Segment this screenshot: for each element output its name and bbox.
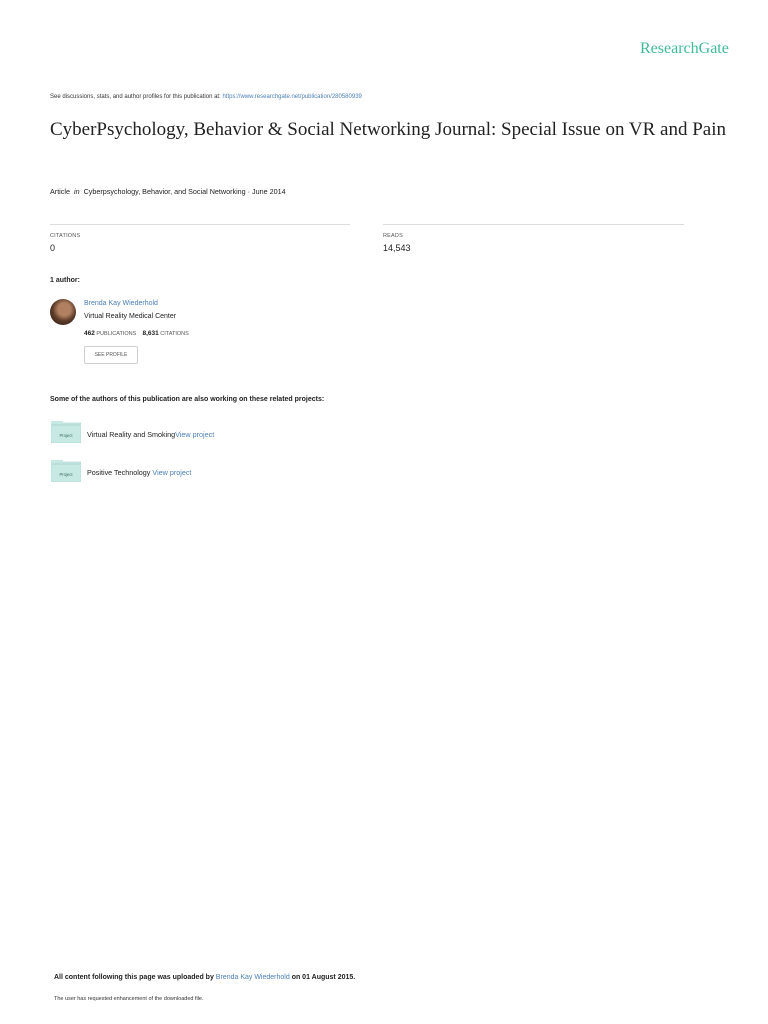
author-institution: Virtual Reality Medical Center <box>84 313 177 320</box>
upload-suffix: on 01 August 2015. <box>291 974 356 981</box>
publication-type: Article <box>50 187 70 196</box>
project-folder-icon <box>51 460 81 482</box>
uploader-link[interactable]: Brenda Kay Wiederhold <box>215 974 290 981</box>
researchgate-logo[interactable]: ResearchGate <box>640 40 729 57</box>
in-word: in <box>73 187 80 196</box>
upload-notice <box>54 974 355 981</box>
author-avatar[interactable] <box>50 299 76 325</box>
projects-heading: Some of the authors of this publication are also working on these related projects: <box>50 396 325 403</box>
publication-meta <box>50 187 286 196</box>
enhancement-note: The user has requested enhancement of the downloaded file. <box>54 996 204 1002</box>
reads-value: 14,543 <box>383 243 411 253</box>
journal-date: Cyberpsychology, Behavior, and Social Networking · June 2014 <box>83 187 286 196</box>
author-publications-label: PUBLICATIONS <box>96 331 137 337</box>
project-icon <box>51 421 81 448</box>
author-name-link[interactable]: Brenda Kay Wiederhold <box>84 300 158 307</box>
view-project-link[interactable]: View project <box>152 468 192 477</box>
publication-title: CyberPsychology, Behavior & Social Networking Journal: Special Issue on VR and Pain <box>50 119 726 140</box>
project-icon-label: Project <box>59 433 73 438</box>
citations-value: 0 <box>50 243 56 253</box>
citations-divider <box>50 224 350 225</box>
project-item <box>87 430 214 439</box>
upload-prefix: All content following this page was uploaded by <box>54 974 214 981</box>
author-citations-count: 8,631 <box>142 330 159 337</box>
author-publications-count: 462 <box>84 330 95 337</box>
view-project-link[interactable]: View project <box>175 430 215 439</box>
author-stats <box>84 330 189 337</box>
discussion-text: See discussions, stats, and author profiles for this publication at: <box>50 94 223 100</box>
project-item <box>87 468 191 477</box>
reads-label: READS <box>383 233 403 239</box>
project-name: Virtual Reality and Smoking <box>87 430 176 439</box>
authors-heading: 1 author: <box>50 277 80 284</box>
project-name: Positive Technology <box>87 468 151 477</box>
publication-url-link[interactable]: https://www.researchgate.net/publication/280580939 <box>222 94 362 100</box>
discussion-line <box>50 94 362 100</box>
citations-label: CITATIONS <box>50 233 81 239</box>
see-profile-button[interactable]: SEE PROFILE <box>84 346 138 364</box>
author-citations-label: CITATIONS <box>160 331 189 337</box>
project-folder-icon <box>51 421 81 443</box>
reads-divider <box>383 224 684 225</box>
project-icon-label: Project <box>59 472 73 477</box>
project-icon <box>51 460 81 487</box>
